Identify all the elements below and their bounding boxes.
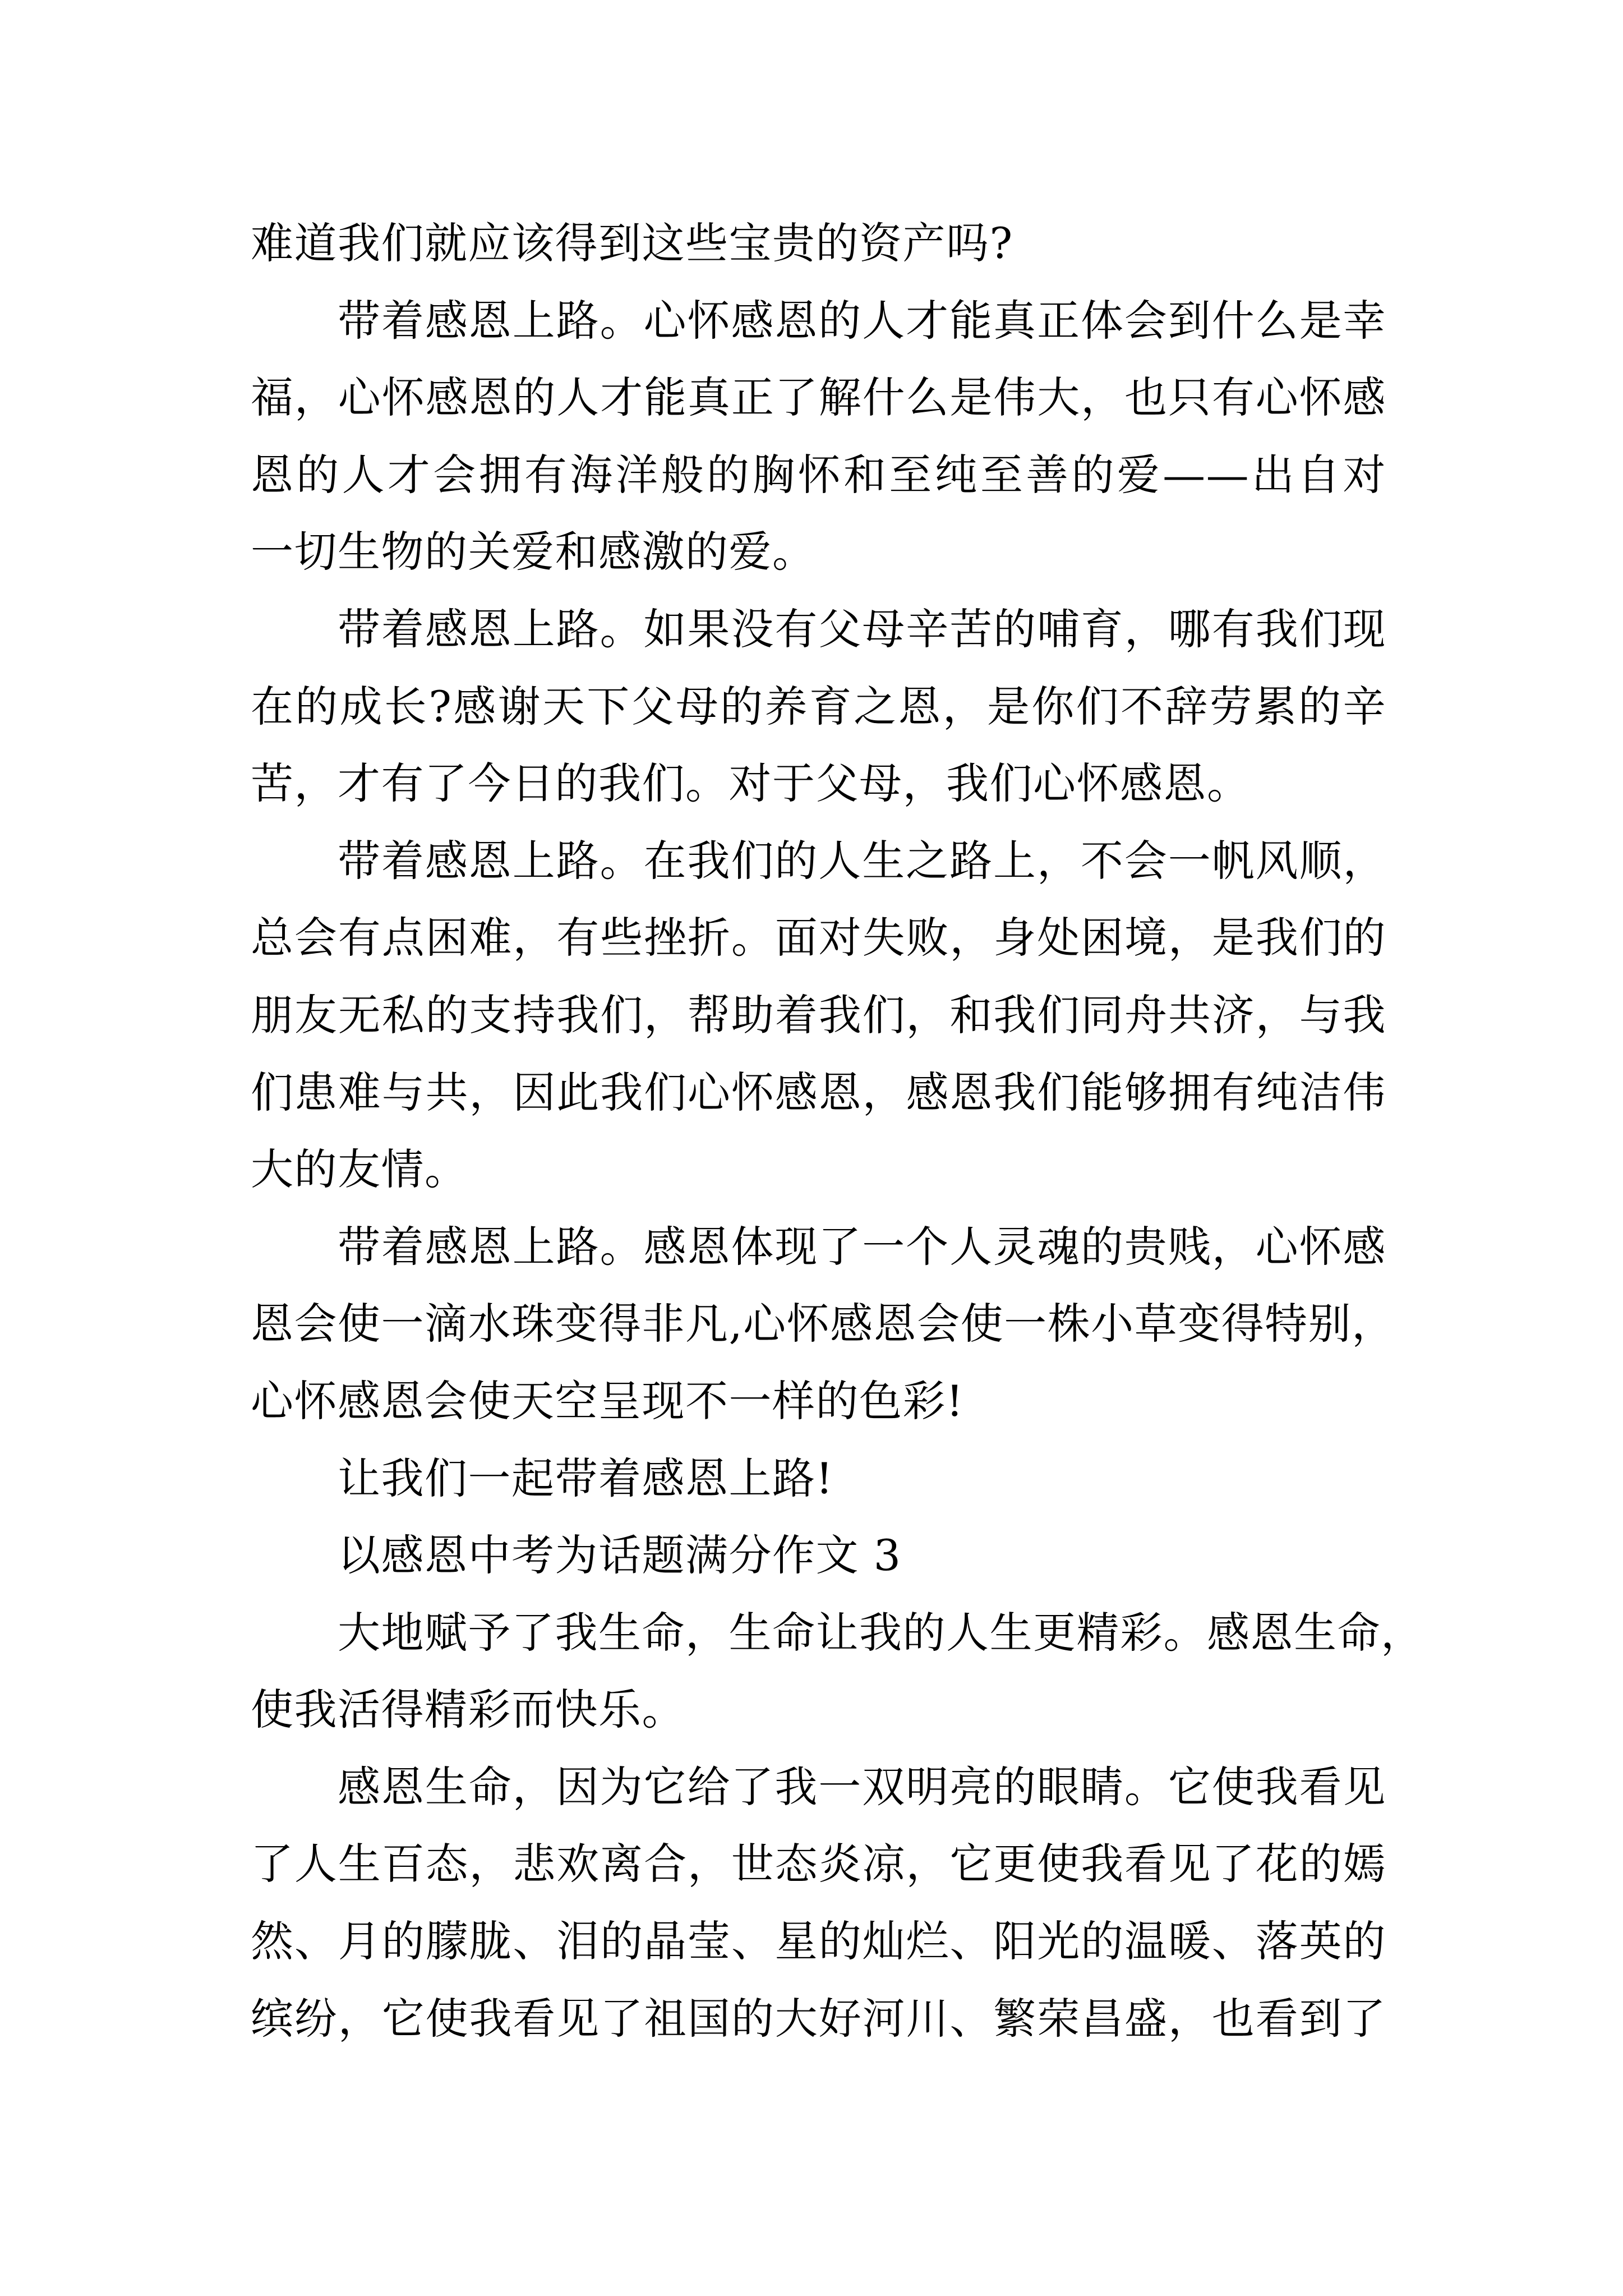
text-line: 使我活得精彩而快乐。	[251, 1685, 685, 1735]
paragraph	[251, 1440, 1386, 1517]
text-line: 苦，才有了今日的我们。对于父母，我们心怀感恩。	[251, 758, 1251, 809]
text-line: 大地赋予了我生命，生命让我的人生更精彩。感恩生命，	[338, 1607, 1424, 1658]
text-line: 一切生物的关爱和感激的爱。	[251, 527, 816, 577]
text-line: 在的成长?感谢天下父母的养育之恩，是你们不辞劳累的辛	[251, 681, 1386, 731]
text-line: 带着感恩上路。感恩体现了一个人灵魂的贵贱，心怀感	[338, 1221, 1386, 1272]
text-line: 大的友情。	[251, 1144, 468, 1195]
text-line: 缤纷，它使我看见了祖国的大好河川、繁荣昌盛，也看到了	[251, 1993, 1386, 2044]
paragraph	[251, 1594, 1424, 1749]
text-line: 感恩生命，因为它给了我一双明亮的眼睛。它使我看见	[338, 1761, 1386, 1812]
text-line: 福，心怀感恩的人才能真正了解什么是伟大，也只有心怀感	[251, 372, 1386, 423]
text-line: 朋友无私的支持我们，帮助着我们，和我们同舟共济，与我	[251, 990, 1386, 1040]
paragraph	[251, 822, 1386, 1208]
section-heading	[251, 1517, 1386, 1594]
text-line: 恩会使一滴水珠变得非凡,心怀感恩会使一株小草变得特别，	[251, 1299, 1395, 1349]
text-line: 带着感恩上路。心怀感恩的人才能真正体会到什么是幸	[338, 295, 1386, 346]
paragraph	[251, 591, 1386, 822]
document-body	[251, 205, 1424, 2057]
section-heading-text: 以感恩中考为话题满分作文 3	[338, 1530, 902, 1581]
text-line: 了人生百态，悲欢离合，世态炎凉，它更使我看见了花的嫣	[251, 1839, 1386, 1889]
text-line: 然、月的朦胧、泪的晶莹、星的灿烂、阳光的温暖、落英的	[251, 1916, 1386, 1967]
text-line: 恩的人才会拥有海洋般的胸怀和至纯至善的爱——出自对	[251, 449, 1386, 500]
paragraph	[251, 1749, 1386, 2057]
text-line: 心怀感恩会使天空呈现不一样的色彩!	[251, 1375, 965, 1426]
text-line: 总会有点困难，有些挫折。面对失败，身处困境，是我们的	[251, 913, 1386, 963]
text-line: 们患难与共，因此我们心怀感恩，感恩我们能够拥有纯洁伟	[251, 1067, 1386, 1117]
paragraph	[251, 282, 1386, 591]
paragraph	[251, 205, 1386, 282]
text-line: 让我们一起带着感恩上路!	[338, 1453, 834, 1503]
paragraph	[251, 1208, 1395, 1440]
text-line: 带着感恩上路。在我们的人生之路上，不会一帆风顺，	[338, 835, 1386, 886]
text-line: 带着感恩上路。如果没有父母辛苦的哺育，哪有我们现	[338, 604, 1386, 654]
text-line: 难道我们就应该得到这些宝贵的资产吗?	[251, 218, 1013, 268]
